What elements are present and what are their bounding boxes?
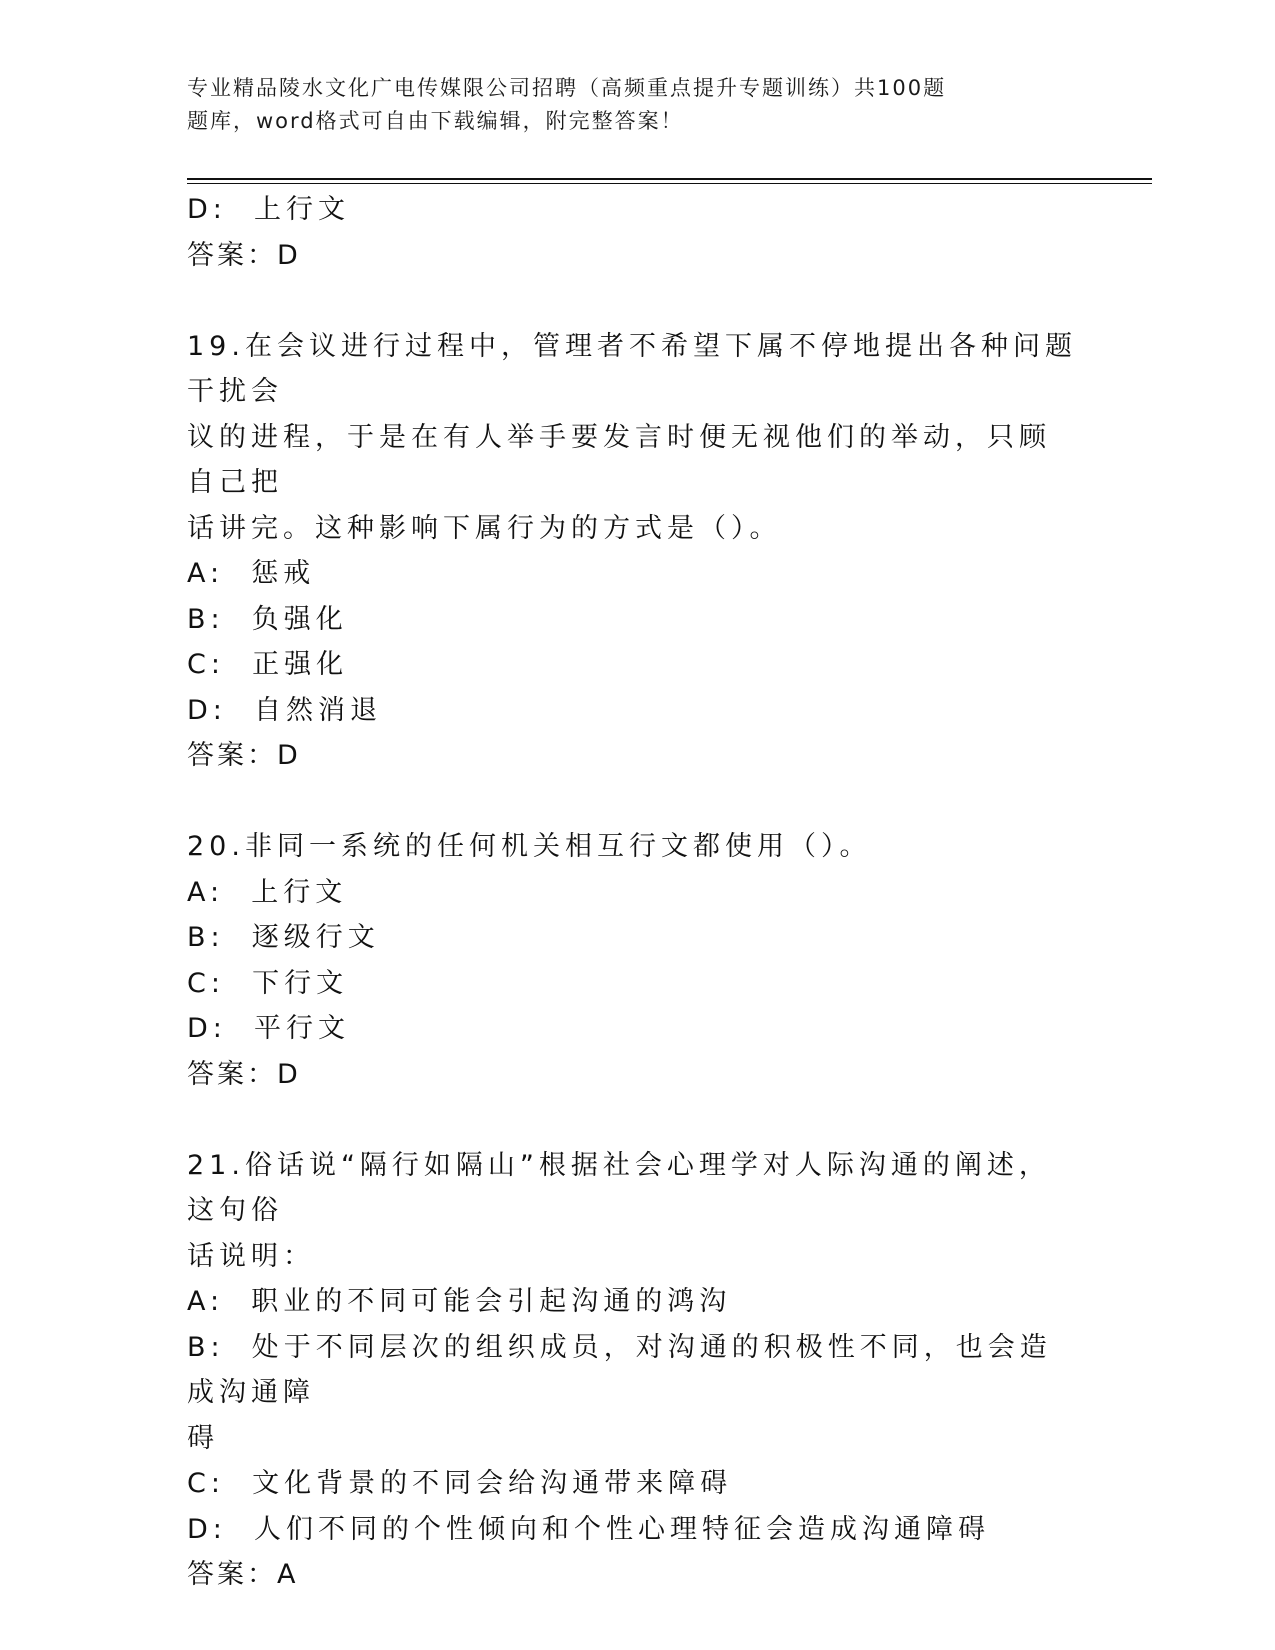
option-d: D: 平行文 — [187, 1013, 351, 1044]
option-b: B: 处于不同层次的组织成员，对沟通的积极性不同，也会造成沟通障 — [187, 1331, 1052, 1408]
previous-question-tail — [187, 187, 1077, 278]
question-stem: 议的进程，于是在有人举手要发言时便无视他们的举动，只顾自己把 — [187, 421, 1051, 498]
question-20 — [187, 824, 1077, 1097]
option-c: C: 文化背景的不同会给沟通带来障碍 — [187, 1468, 733, 1499]
option-a: A: 惩戒 — [187, 558, 316, 589]
spacer — [187, 278, 1077, 324]
question-stem: 19.在会议进行过程中，管理者不希望下属不停地提出各种问题干扰会 — [187, 330, 1077, 407]
question-19 — [187, 324, 1077, 779]
option-c: C: 正强化 — [187, 649, 349, 680]
option-a: A: 职业的不同可能会引起沟通的鸿沟 — [187, 1286, 732, 1317]
question-21 — [187, 1143, 1077, 1598]
answer-line: 答案：D — [187, 1058, 301, 1090]
option-b-continuation: 碍 — [187, 1422, 219, 1454]
option-b: B: 逐级行文 — [187, 922, 380, 953]
question-stem: 21.俗话说“隔行如隔山”根据社会心理学对人际沟通的阐述，这句俗 — [187, 1149, 1051, 1226]
question-stem: 话讲完。这种影响下属行为的方式是（）。 — [187, 512, 782, 544]
option-c: C: 下行文 — [187, 967, 349, 999]
answer-line: 答案：D — [187, 740, 301, 771]
header-rule-thin — [187, 183, 1152, 184]
option-d: D: 上行文 — [187, 194, 351, 225]
option-d: D: 人们不同的个性倾向和个性心理特征会造成沟通障碍 — [187, 1513, 991, 1545]
option-b: B: 负强化 — [187, 603, 348, 635]
spacer — [187, 779, 1077, 825]
answer-line: 答案：A — [187, 1559, 299, 1590]
answer-line: 答案：D — [187, 239, 301, 271]
question-stem: 话说明： — [187, 1240, 315, 1272]
option-a: A: 上行文 — [187, 876, 348, 908]
header-title-line-2: 题库，word格式可自由下载编辑，附完整答案！ — [187, 109, 684, 133]
question-stem: 20.非同一系统的任何机关相互行文都使用（）。 — [187, 831, 872, 862]
header-title-line-1: 专业精品陵水文化广电传媒限公司招聘（高频重点提升专题训练）共100题 — [187, 76, 947, 100]
option-d: D: 自然消退 — [187, 694, 383, 726]
spacer — [187, 1097, 1077, 1143]
document-header — [187, 72, 1017, 138]
header-rule-thick — [187, 178, 1152, 180]
question-content — [187, 187, 1077, 1598]
